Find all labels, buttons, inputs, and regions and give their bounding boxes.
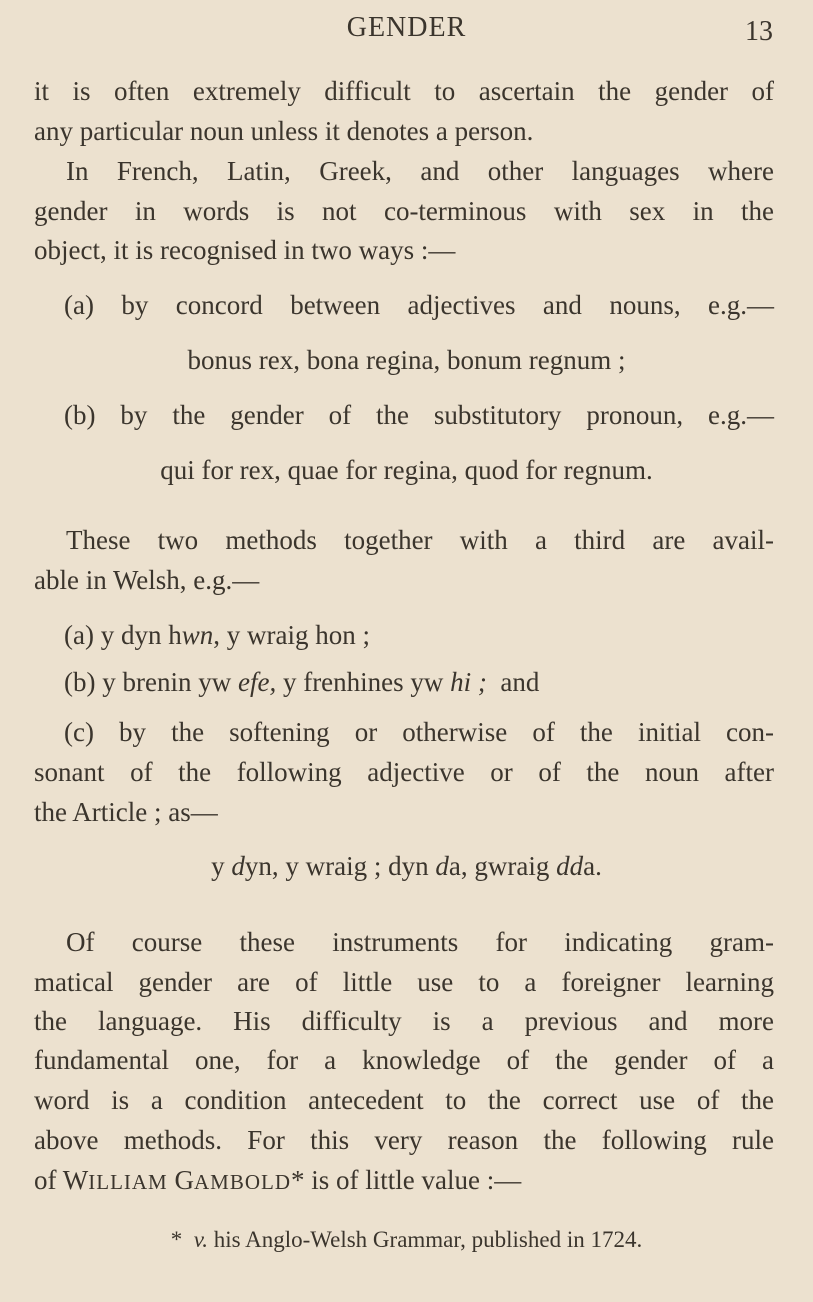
small-cap-rest: AMBOLD	[193, 1170, 291, 1194]
para4-line-5: word is a condition antecedent to the correct use of the	[34, 1085, 774, 1115]
example-text: a.	[583, 851, 602, 881]
item-text: , y wraig hon ;	[213, 620, 370, 650]
list-marker: (c)	[64, 717, 94, 747]
list-text: by concord between adjectives and nouns, e.g.—	[121, 290, 774, 320]
item-italic: wn	[181, 620, 214, 650]
small-cap-rest: ILLIAM	[88, 1170, 168, 1194]
example-b: qui for rex, quae for regina, quod for regnum.	[160, 455, 653, 485]
item-text: and	[500, 667, 540, 697]
footnote	[0, 1222, 813, 1258]
list-marker: (a)	[64, 290, 94, 320]
list1-item-a	[64, 285, 774, 325]
list-marker: (b)	[64, 400, 96, 430]
example-a: bonus rex, bona regina, bonum regnum ;	[187, 345, 626, 375]
list2-item-b	[64, 662, 539, 702]
author-name	[63, 1165, 291, 1195]
para1-line-2: any particular noun unless it denotes a person.	[34, 116, 534, 146]
para3-line-1: These two methods together with a third are avail-	[66, 525, 774, 555]
para4-line-7	[34, 1160, 774, 1202]
item-text: y frenhines yw	[282, 667, 444, 697]
footnote-text: his Anglo-Welsh Grammar, published in 1724.	[213, 1227, 643, 1252]
small-cap-initial: W	[62, 1165, 89, 1195]
para4-line-2: matical gender are of little use to a foreigner learning	[34, 967, 774, 997]
para4-line-4: fundamental one, for a knowledge of the gender of a	[34, 1045, 774, 1075]
text-run: * is of little value :—	[291, 1165, 522, 1195]
para4-line-1: Of course these instruments for indicating gram-	[66, 927, 774, 957]
example-text: y	[211, 851, 225, 881]
page-number: 13	[745, 16, 773, 47]
item-italic: efe,	[237, 667, 277, 697]
list2-c-line-2: sonant of the following adjective or of the noun after	[34, 757, 774, 787]
example-c	[0, 846, 813, 886]
example-text: a, gwraig	[448, 851, 550, 881]
para3-line-2: able in Welsh, e.g.—	[34, 565, 260, 595]
footnote-marker: *	[170, 1227, 183, 1252]
list2-item-c	[64, 712, 774, 752]
list-marker: (b)	[64, 667, 96, 697]
text-run: of	[34, 1165, 57, 1195]
running-header: GENDER	[346, 12, 467, 43]
para4-line-6: above methods. For this very reason the following rule	[34, 1125, 774, 1155]
para4-line-3: the language. His difficulty is a previous and more	[34, 1006, 774, 1036]
item-italic: hi ;	[450, 667, 487, 697]
item-text: y brenin yw	[102, 667, 232, 697]
example-italic: d	[435, 851, 449, 881]
list2-item-a	[64, 615, 370, 655]
para2-line-1: In French, Latin, Greek, and other languages where	[66, 156, 774, 186]
list-text: by the gender of the substitutory pronoun, e.g.—	[120, 400, 774, 430]
example-italic: dd	[556, 851, 584, 881]
footnote-italic: v.	[193, 1227, 209, 1252]
item-text: y dyn h	[100, 620, 182, 650]
list1-item-b	[64, 395, 774, 435]
list2-c-line-3: the Article ; as—	[34, 797, 218, 827]
para1-line-1: it is often extremely difficult to ascertain the gender of	[34, 76, 774, 106]
item-text: by the softening or otherwise of the initial con-	[119, 717, 775, 747]
small-cap-initial: G	[174, 1165, 194, 1195]
example-italic: d	[231, 851, 245, 881]
para2-line-2: gender in words is not co-terminous with sex in the	[34, 196, 774, 226]
para2-line-3: object, it is recognised in two ways :—	[34, 235, 456, 265]
list-marker: (a)	[64, 620, 94, 650]
example-text: yn, y wraig ; dyn	[244, 851, 429, 881]
